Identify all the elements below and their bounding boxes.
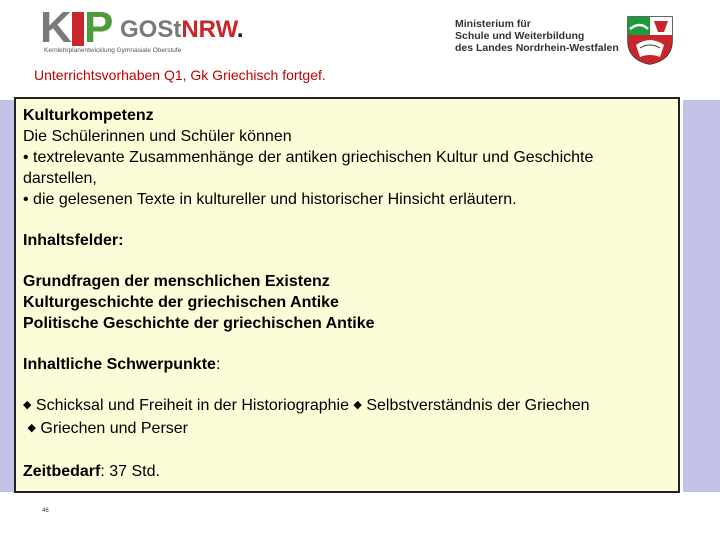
spacer <box>23 375 678 395</box>
bullet-1-line-2: darstellen, <box>23 170 97 187</box>
schwerpunkte-heading-line <box>23 354 678 375</box>
intro-text: Die Schülerinnen und Schüler können <box>23 128 292 145</box>
inhaltsfelder-heading: Inhaltsfelder: <box>23 232 124 249</box>
spacer <box>23 251 678 271</box>
schwerpunkte-line-2 <box>23 418 678 441</box>
logo-tagline: Kernlehrplanentwicklung Gymnasiale Oberstufe <box>44 47 182 54</box>
schwerpunkte-line-1 <box>23 395 678 418</box>
page-title: Unterrichtsvorhaben Q1, Gk Griechisch fortgef. <box>34 67 326 83</box>
ministry-line-3: des Landes Nordrhein-Westfalen <box>455 42 619 54</box>
ministry-name <box>455 18 619 54</box>
ministry-line-2: Schule und Weiterbildung <box>455 30 585 42</box>
schwerpunkte-colon: : <box>215 356 221 373</box>
zeitbedarf-value: : 37 Std. <box>100 463 160 480</box>
logo-dot: . <box>236 16 244 43</box>
inhaltsfeld-item: Grundfragen der menschlichen Existenz <box>23 273 330 290</box>
bullet-1-line-1: • textrelevante Zusammenhänge der antiken griechischen Kultur und Geschichte <box>23 149 594 166</box>
bullet-2: • die gelesenen Texte in kultureller und historischer Hinsicht erläutern. <box>23 191 517 208</box>
zeitbedarf-label: Zeitbedarf <box>23 463 101 480</box>
logo-i-bar <box>72 12 84 46</box>
zeitbedarf-line <box>23 461 678 482</box>
diamond-bullet-icon: ◆ <box>27 422 36 434</box>
ministry-line-1: Ministerium für <box>455 18 531 30</box>
nrw-coat-of-arms-icon <box>626 15 674 65</box>
inhaltsfeld-item: Kulturgeschichte der griechischen Antike <box>23 294 339 311</box>
kulturkompetenz-heading: Kulturkompetenz <box>23 107 154 124</box>
spacer <box>23 210 678 230</box>
logo-gost-text: GOSt <box>120 16 182 43</box>
right-side-band <box>683 100 720 492</box>
left-side-band <box>0 100 14 492</box>
diamond-bullet-icon: ◆ <box>353 399 362 411</box>
schwerpunkt-item: Schicksal und Freiheit in der Historiographie <box>35 397 349 414</box>
logo-k: K <box>40 3 70 52</box>
schwerpunkt-item: Selbstverständnis der Griechen <box>366 397 590 414</box>
schwerpunkt-item: Griechen und Perser <box>40 420 189 437</box>
spacer <box>23 334 678 354</box>
kip-letters <box>40 3 120 52</box>
page-number: 46 <box>42 508 49 514</box>
schwerpunkte-heading: Inhaltliche Schwerpunkte <box>23 356 216 373</box>
kip-gost-nrw-logo <box>40 3 244 58</box>
logo-p: P <box>84 3 114 52</box>
spacer <box>23 441 678 461</box>
inhaltsfeld-item: Politische Geschichte der griechischen Antike <box>23 315 375 332</box>
logo-nrw-text: NRW <box>181 16 237 43</box>
logo-gost-nrw <box>120 18 244 42</box>
diamond-bullet-icon: ◆ <box>23 399 32 411</box>
content-box <box>14 97 680 493</box>
